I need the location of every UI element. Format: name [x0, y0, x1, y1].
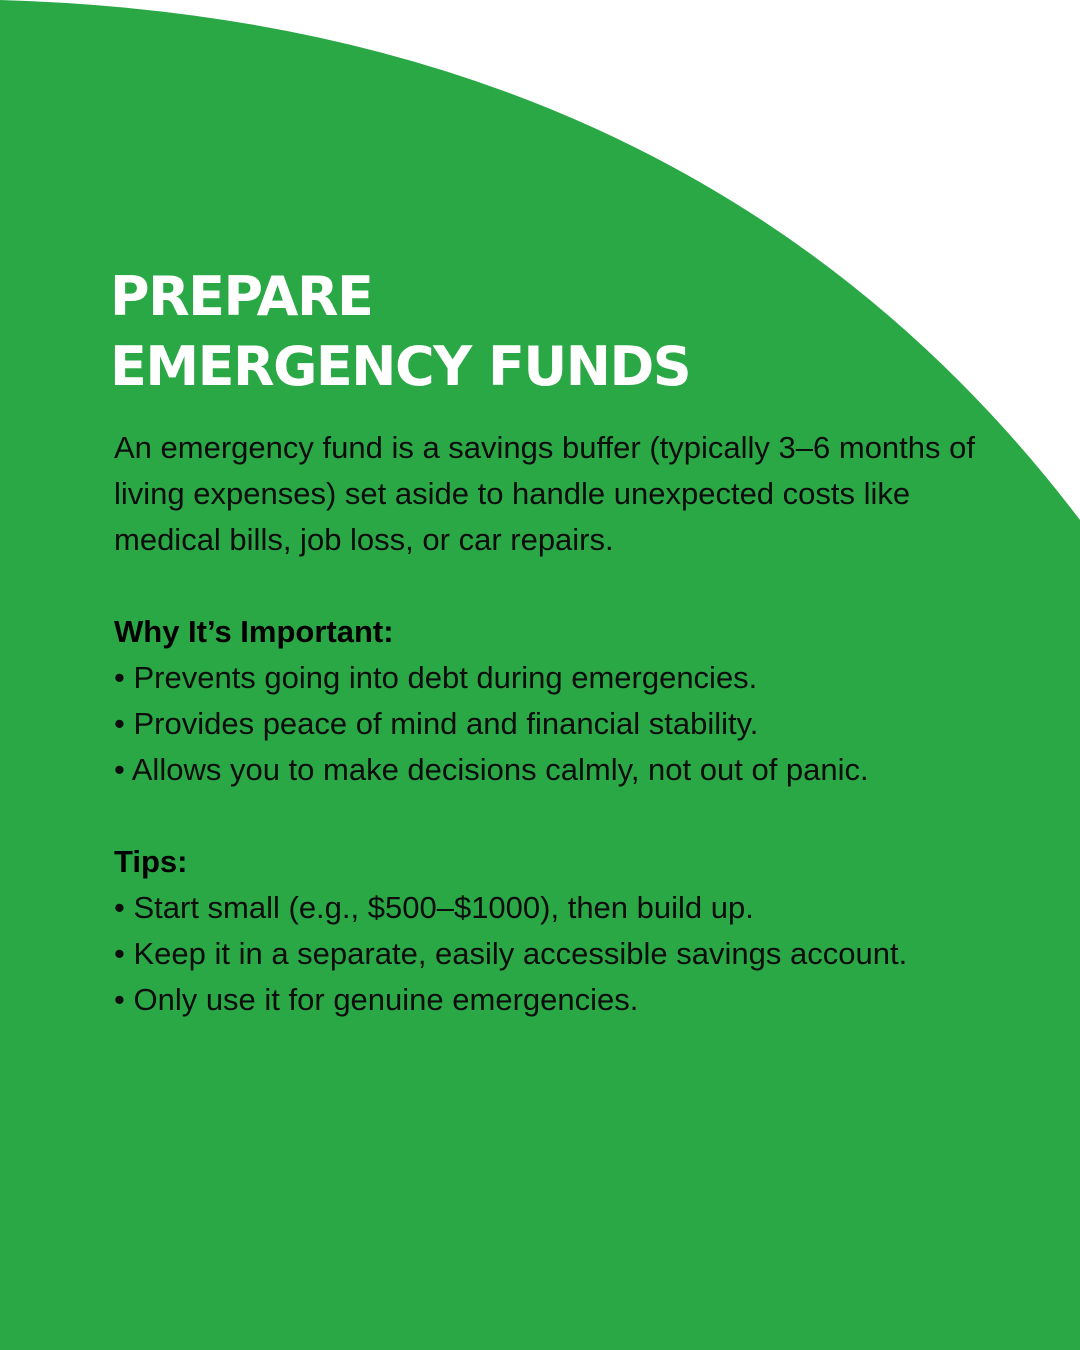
tips-heading: Tips: — [114, 844, 188, 879]
list-item: • Keep it in a separate, easily accessible savings account. — [114, 936, 908, 971]
list-item: • Prevents going into debt during emergencies. — [114, 660, 758, 695]
title-line-2: EMERGENCY FUNDS — [110, 335, 691, 398]
list-item: • Allows you to make decisions calmly, not out of panic. — [114, 752, 869, 787]
list-item: • Start small (e.g., $500–$1000), then build up. — [114, 890, 754, 925]
body-text — [114, 425, 990, 1023]
intro-paragraph: An emergency fund is a savings buffer (typically 3–6 months of living expenses) set aside to handle unexpected costs like medical bills, job loss, or car repairs. — [114, 430, 975, 557]
why-list — [114, 655, 990, 793]
content-area — [110, 262, 990, 1023]
title-line-1: PREPARE — [110, 265, 373, 328]
list-item: • Provides peace of mind and financial stability. — [114, 706, 759, 741]
page-title — [110, 262, 990, 402]
why-heading: Why It’s Important: — [114, 614, 394, 649]
list-item: • Only use it for genuine emergencies. — [114, 982, 639, 1017]
spacer — [114, 563, 990, 609]
tips-list — [114, 885, 990, 1023]
spacer — [114, 793, 990, 839]
